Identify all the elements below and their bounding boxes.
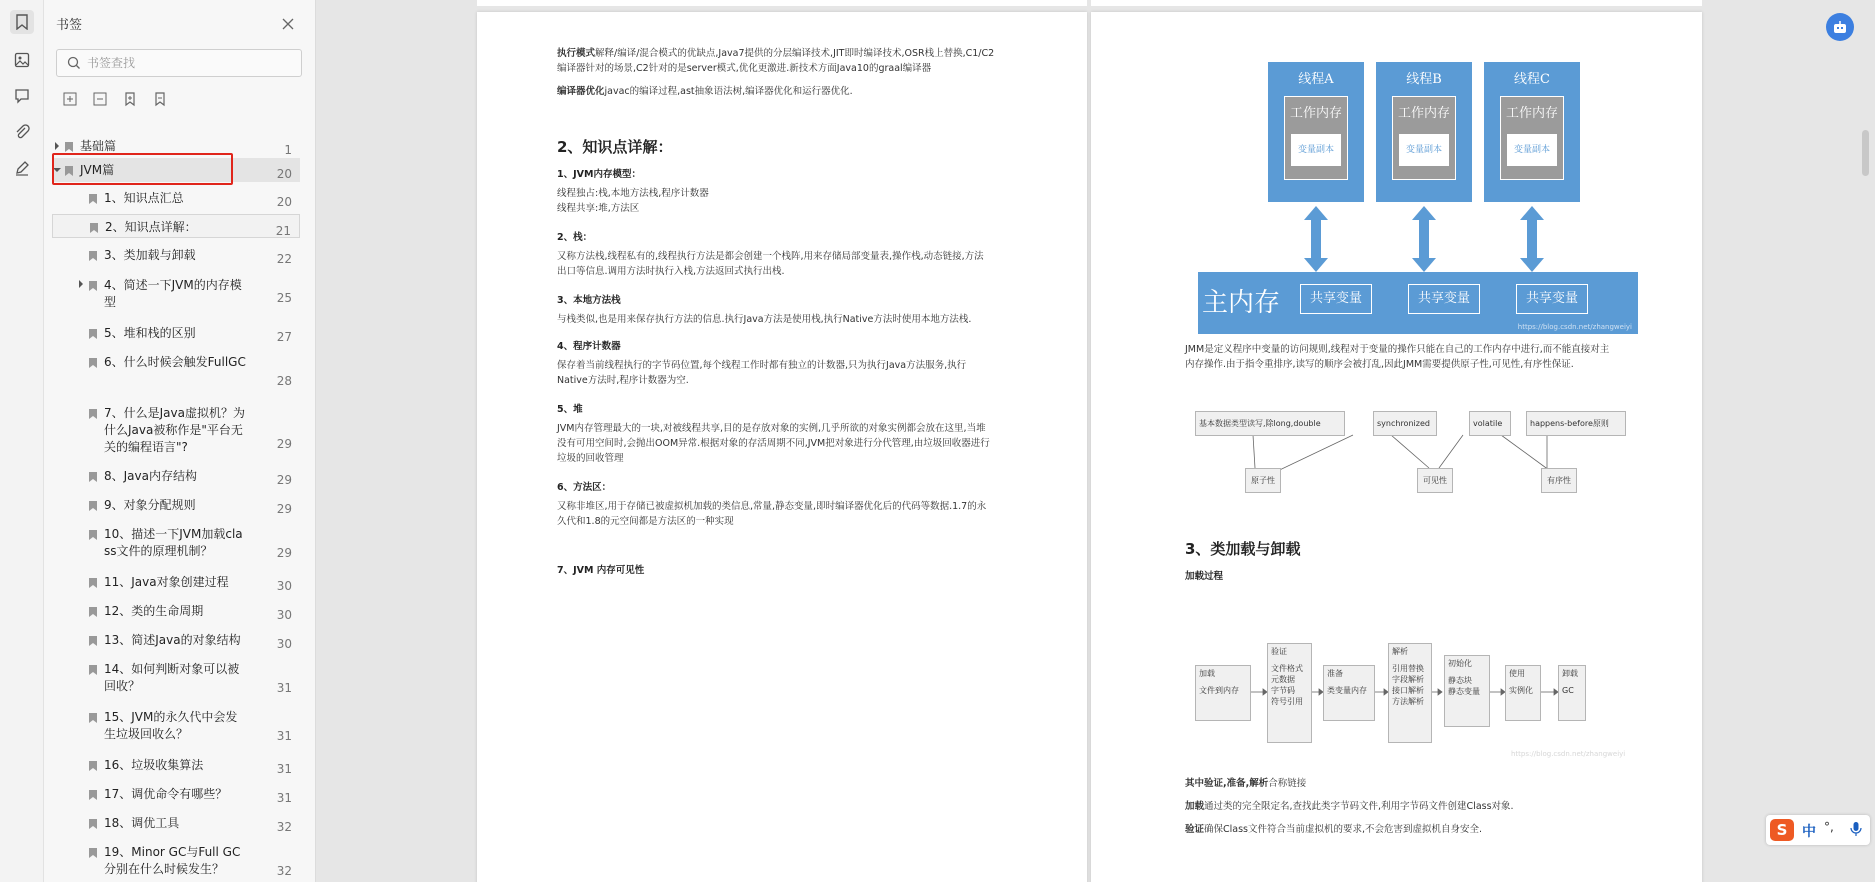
bookmark-label	[105, 219, 255, 236]
flow-text: 实例化	[1509, 686, 1533, 695]
bookmark-item[interactable]	[52, 134, 300, 158]
bookmark-label	[104, 709, 254, 743]
attachment-icon[interactable]	[10, 120, 34, 144]
heading-heap: 5、堆	[557, 404, 583, 415]
prop-atomicity: 原子性	[1245, 468, 1281, 493]
flow-init	[1444, 655, 1490, 727]
thread-c-box	[1484, 62, 1580, 202]
flow-verify	[1267, 643, 1312, 743]
prop-volatile: volatile	[1469, 411, 1511, 436]
bookmark-label-line: 5、堆和栈的区别	[104, 326, 196, 340]
robot-icon	[1832, 19, 1848, 35]
note-verify: 验证确保Class文件符合当前虚拟机的要求,不会危害到虚拟机自身安全.	[1185, 824, 1483, 835]
page-left	[477, 12, 1087, 882]
para-heap: JVM内存管理最大的一块,对被线程共享,目的是存放对象的实例,几乎所欲的对象实例都会放在这里,当堆 没有可用空间时,会抛出OOM异常.根据对象的存活周期不同,JVM把对象进行分代管理,由垃圾回收器进行 垃圾的回收管理	[557, 423, 990, 464]
bookmark-label-line: 9、对象分配规则	[104, 498, 196, 512]
work-memory-label: 工作内存	[1505, 106, 1558, 121]
bookmark-label	[104, 405, 254, 456]
bookmark-icon	[88, 500, 98, 512]
bookmark-label	[104, 603, 254, 620]
flow-text: 符号引用	[1271, 697, 1303, 706]
bookmark-item[interactable]	[52, 599, 300, 623]
bookmarks-panel	[44, 0, 316, 882]
flow-text: 静态块	[1448, 676, 1472, 685]
thread-b-label: 线程B	[1406, 72, 1442, 87]
thread-c-label: 线程C	[1514, 72, 1550, 87]
main-memory-label: 主内存	[1202, 288, 1281, 318]
ime-toolbar	[1766, 815, 1870, 845]
flow-text: 字段解析	[1392, 675, 1424, 684]
bookmark-item[interactable]	[52, 493, 300, 517]
bookmark-icon	[89, 222, 99, 234]
flow-use	[1505, 665, 1541, 721]
bookmark-label-line: 8、Java内存结构	[104, 469, 197, 483]
prop-basic-types: 基本数据类型读写,除long,double	[1195, 411, 1345, 436]
bookmark-label	[104, 786, 254, 803]
flow-text: 引用替换	[1392, 664, 1424, 673]
bookmark-item[interactable]	[52, 840, 300, 880]
heading-jvm-memory: 1、JVM内存模型：	[557, 169, 641, 180]
heading-pc: 4、程序计数器	[557, 341, 621, 352]
flow-text: 加载	[1199, 669, 1215, 678]
bookmark-label-line: 型	[104, 295, 117, 309]
bookmark-page-number: 31	[276, 762, 292, 776]
bookmark-page-number: 25	[276, 291, 292, 305]
bookmark-icon	[88, 193, 98, 205]
prev-page-left-edge	[477, 0, 1087, 6]
flow-prepare	[1323, 665, 1375, 721]
bookmark-label-line: 生垃圾回收么？	[104, 727, 189, 741]
flow-load	[1195, 665, 1251, 721]
bookmark-page-number: 30	[276, 608, 292, 622]
bookmark-icon	[88, 712, 98, 724]
document-scrollbar[interactable]	[1862, 130, 1869, 176]
bookmark-label	[80, 162, 230, 179]
heading-native-stack: 3、本地方法栈	[557, 295, 621, 306]
heading-method-area: 6、方法区：	[557, 482, 612, 493]
bookmark-label	[104, 190, 254, 207]
bookmark-item[interactable]	[52, 243, 300, 267]
bookmark-label-line: 17、调优命令有哪些？	[104, 787, 228, 801]
bookmark-item[interactable]	[52, 186, 300, 210]
heading-stack: 2、栈：	[557, 232, 593, 243]
bookmark-icon	[88, 280, 98, 292]
bookmark-page-number: 22	[276, 252, 292, 266]
flow-text: 字节码	[1271, 686, 1295, 695]
work-memory-c	[1500, 96, 1564, 180]
para-method-area: 又称非堆区,用于存储已被虚拟机加载的类信息,常量,静态变量,即时编译器优化后的代码等数据.1.7的永 久代和1.8的元空间都是方法区的一种实现	[557, 501, 987, 527]
bookmark-page-number: 30	[276, 637, 292, 651]
bookmark-icon	[88, 529, 98, 541]
flow-text: 文件格式	[1271, 664, 1303, 673]
prev-page-right-edge	[1091, 0, 1702, 6]
flow-text: 解析	[1392, 647, 1408, 656]
bookmark-page-number: 29	[276, 437, 292, 451]
bookmark-page-number: 20	[276, 167, 292, 181]
bookmark-icon	[88, 606, 98, 618]
bookmark-label-line: 11、Java对象创建过程	[104, 575, 229, 589]
bookmark-icon	[88, 577, 98, 589]
ime-logo[interactable]: S	[1770, 819, 1794, 841]
flow-resolve	[1388, 643, 1432, 743]
bookmark-label-line: 分别在什么时候发生？	[104, 862, 225, 876]
thread-a-box	[1268, 62, 1364, 202]
bookmark-item[interactable]	[52, 273, 300, 307]
bookmark-label-line: 基础篇	[80, 139, 117, 153]
bookmark-item[interactable]	[52, 705, 300, 745]
search-input[interactable]	[87, 54, 292, 72]
add-bookmark-icon[interactable]	[122, 91, 140, 109]
bookmark-item[interactable]	[52, 464, 300, 488]
para-exec-mode: 执行模式解释/编译/混合模式的优缺点,Java7提供的分层编译技术,JIT即时编译技术,OSR栈上替换,C1/C2 编译器针对的场景,C2针对的是server模式,优化更激进.新技术方面Java10的graal编译器	[557, 48, 995, 74]
bookmark-page-number: 27	[276, 330, 292, 344]
para-pc: 保存着当前线程执行的字节码位置,每个线程工作时都有独立的计数器,只为执行Java方法服务,执行 Native方法时,程序计数器为空.	[557, 360, 967, 386]
sync-arrows	[1268, 204, 1580, 274]
work-memory-label: 工作内存	[1397, 106, 1450, 121]
work-memory-b	[1392, 96, 1456, 180]
var-copy-label: 变量副本	[1291, 134, 1341, 166]
chevron-right-icon[interactable]	[52, 141, 62, 151]
panel-title: 书签	[56, 18, 83, 33]
flow-text: 准备	[1327, 669, 1343, 678]
chevron-down-icon[interactable]	[52, 165, 62, 175]
bookmark-item[interactable]	[52, 401, 300, 453]
bookmark-icon	[88, 471, 98, 483]
shared-var-3: 共享变量	[1516, 284, 1588, 314]
bookmark-icon	[88, 664, 98, 676]
assistant-button[interactable]	[1826, 13, 1854, 41]
bookmark-page-number: 28	[276, 374, 292, 388]
flow-text: 卸载	[1562, 669, 1578, 678]
flow-unload	[1558, 665, 1586, 721]
bookmark-label	[104, 325, 254, 342]
bookmark-label-line: ss文件的原理机制？	[104, 544, 213, 558]
bookmark-label-line: 什么Java被称作是"平台无	[104, 423, 243, 437]
bookmark-label	[104, 526, 254, 560]
bookmark-page-number: 32	[276, 820, 292, 834]
flow-text: 使用	[1509, 669, 1525, 678]
para-jmm: JMM是定义程序中变量的访问规则,线程对于变量的操作只能在自己的工作内存中进行,而不能直接对主 内存操作.由于指令重排序,读写的顺序会被打乱,因此JMM需要提供原子性,可见性,有序性保证.	[1185, 344, 1610, 370]
comment-icon[interactable]	[10, 84, 34, 108]
bookmark-item[interactable]	[52, 657, 300, 697]
bookmark-page-number: 29	[276, 473, 292, 487]
flow-text: 文件到内存	[1199, 686, 1239, 695]
flow-watermark: https://blog.csdn.net/zhangweiyi	[1511, 750, 1626, 758]
document-view	[316, 0, 1875, 882]
bookmark-icon	[88, 408, 98, 420]
bookmark-page-number: 21	[275, 224, 291, 238]
ime-language[interactable]: 中	[1802, 824, 1816, 840]
bookmark-item[interactable]	[52, 350, 300, 390]
flow-text: 类变量内存	[1327, 686, 1367, 695]
prop-synchronized: synchronized	[1373, 411, 1437, 436]
work-memory-a	[1284, 96, 1348, 180]
thread-b-box	[1376, 62, 1472, 202]
flow-text: 初始化	[1448, 659, 1472, 668]
bookmark-icon	[64, 165, 74, 177]
bookmark-label	[104, 277, 254, 311]
bookmark-page-number: 20	[276, 195, 292, 209]
prop-ordering: 有序性	[1541, 468, 1577, 493]
bookmark-item[interactable]	[52, 158, 300, 182]
flow-text: 元数据	[1271, 675, 1295, 684]
bookmark-label-line: 7、什么是Java虚拟机？为	[104, 406, 245, 420]
page-right	[1091, 12, 1702, 882]
var-copy-label: 变量副本	[1399, 134, 1449, 166]
bookmark-icon	[88, 847, 98, 859]
bookmark-label-line: JVM篇	[80, 163, 115, 177]
bookmark-label	[104, 574, 254, 591]
bookmark-label	[104, 815, 254, 832]
bookmark-label	[104, 354, 254, 371]
loading-process-label: 加载过程	[1185, 571, 1224, 582]
bookmark-label-line: 6、什么时候会触发FullGC	[104, 355, 246, 369]
shared-var-2: 共享变量	[1408, 284, 1480, 314]
bookmark-label-line: 关的编程语言"?	[104, 440, 188, 454]
bookmark-label-line: 2、知识点详解：	[105, 220, 197, 234]
bookmark-page-number: 30	[276, 579, 292, 593]
bookmark-label-line: 12、类的生命周期	[104, 604, 204, 618]
signature-icon[interactable]	[10, 156, 34, 180]
shared-var-1: 共享变量	[1300, 284, 1372, 314]
bookmark-icon	[64, 141, 74, 153]
bookmark-page-number: 31	[276, 681, 292, 695]
thread-a-label: 线程A	[1298, 72, 1334, 87]
var-copy-label: 变量副本	[1507, 134, 1557, 166]
collapse-all-icon[interactable]	[92, 91, 110, 109]
bookmark-icon	[88, 357, 98, 369]
bookmark-label-line: 19、Minor GC与Full GC	[104, 845, 241, 859]
section-heading: 2、知识点详解：	[557, 138, 673, 156]
bookmark-label-line: 16、垃圾收集算法	[104, 758, 204, 772]
close-icon[interactable]	[282, 15, 298, 31]
para-native-stack: 与栈类似,也是用来保存执行方法的信息.执行Java方法是使用栈,执行Native方法时使用本地方法栈.	[557, 314, 972, 325]
bookmark-item[interactable]	[52, 628, 300, 652]
search-icon	[67, 56, 81, 70]
bookmark-item[interactable]	[52, 782, 300, 806]
bookmark-label-line: 回收？	[104, 679, 141, 693]
bookmark-label	[104, 844, 254, 878]
bookmark-page-number: 32	[276, 864, 292, 878]
bookmark-label	[104, 497, 254, 514]
bookmark-label-line: 13、简述Java的对象结构	[104, 633, 241, 647]
diagram-watermark: https://blog.csdn.net/zhangweiyi	[1517, 323, 1632, 331]
bookmark-item[interactable]	[52, 522, 300, 562]
bookmark-item[interactable]	[52, 811, 300, 835]
bookmark-label-line: 15、JVM的永久代中会发	[104, 710, 238, 724]
flow-text: 静态变量	[1448, 687, 1480, 696]
microphone-icon[interactable]	[1850, 821, 1862, 841]
prop-visibility: 可见性	[1417, 468, 1453, 493]
bookmark-icon	[88, 818, 98, 830]
bookmark-page-number: 31	[276, 729, 292, 743]
flow-text: 验证	[1271, 647, 1287, 656]
bookmark-label-line: 18、调优工具	[104, 816, 180, 830]
bookmark-icon	[88, 635, 98, 647]
thumbnail-icon[interactable]	[10, 48, 34, 72]
bookmark-label	[104, 468, 254, 485]
bookmark-label-line: 1、知识点汇总	[104, 191, 184, 205]
note-linking: 其中验证,准备,解析合称链接	[1185, 778, 1307, 789]
ime-punctuation[interactable]: °,	[1824, 820, 1834, 834]
bookmark-item[interactable]	[52, 570, 300, 594]
bookmark-label-line: 4、简述一下JVM的内存模	[104, 278, 242, 292]
flow-text: GC	[1562, 686, 1574, 695]
bookmark-icon	[88, 760, 98, 772]
delete-bookmark-icon[interactable]	[152, 91, 170, 109]
bookmark-page-number: 31	[276, 791, 292, 805]
heading-visibility: 7、JVM 内存可见性	[557, 565, 645, 576]
bookmark-label-line: 3、类加载与卸载	[104, 248, 196, 262]
bookmark-panel-icon[interactable]	[10, 10, 34, 34]
bookmark-item[interactable]	[52, 753, 300, 777]
note-load: 加载通过类的完全限定名,查找此类字节码文件,利用字节码文件创建Class对象.	[1185, 801, 1514, 812]
para-compiler-opt: 编译器优化javac的编译过程,ast抽象语法树,编译器优化和运行器优化.	[557, 86, 853, 97]
bookmark-item[interactable]	[52, 214, 300, 238]
flow-text: 方法解析	[1392, 697, 1424, 706]
bookmark-item[interactable]	[52, 321, 300, 345]
bookmark-search[interactable]	[56, 49, 302, 77]
bookmark-icon	[88, 789, 98, 801]
bookmark-label	[80, 138, 230, 155]
bookmark-page-number: 1	[284, 143, 292, 157]
prop-happens-before: happens-before原则	[1526, 411, 1626, 436]
work-memory-label: 工作内存	[1289, 106, 1342, 121]
class-loading-heading: 3、类加载与卸载	[1185, 540, 1301, 558]
bookmark-label	[104, 247, 254, 264]
expand-all-icon[interactable]	[62, 91, 80, 109]
bookmark-icon	[88, 250, 98, 262]
bookmark-label-line: 14、如何判断对象可以被	[104, 662, 240, 676]
bookmark-label	[104, 757, 254, 774]
flow-text: 接口解析	[1392, 686, 1424, 695]
chevron-right-icon[interactable]	[76, 279, 86, 289]
bookmark-icon	[88, 328, 98, 340]
para-stack: 又称方法栈,线程私有的,线程执行方法是都会创建一个栈阵,用来存储局部变量表,操作栈,动态链接,方法 出口等信息.调用方法时执行入栈,方法返回式执行出栈.	[557, 251, 984, 277]
bookmark-page-number: 29	[276, 502, 292, 516]
bookmark-page-number: 29	[276, 546, 292, 560]
para-jvm-memory: 线程独占:栈,本地方法栈,程序计数器 线程共享:堆,方法区	[557, 188, 709, 214]
left-toolbar	[0, 0, 44, 882]
bookmark-label	[104, 632, 254, 649]
main-memory-box	[1198, 272, 1638, 334]
bookmark-label-line: 10、描述一下JVM加载cla	[104, 527, 243, 541]
bookmark-label	[104, 661, 254, 695]
